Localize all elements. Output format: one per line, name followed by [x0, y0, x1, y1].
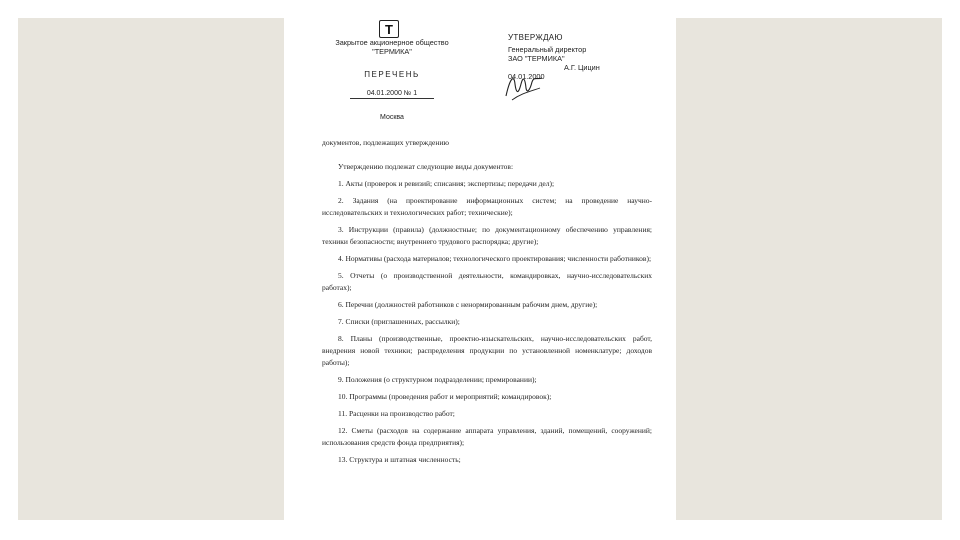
approval-company: ЗАО "ТЕРМИКА" [508, 54, 565, 63]
org-line-2: "ТЕРМИКА" [372, 47, 412, 56]
document-type: ПЕРЕЧЕНЬ [364, 70, 420, 79]
approval-name: А.Г. Цицин [564, 63, 600, 72]
list-item: 11. Расценки на производство работ; [338, 409, 455, 418]
list-item: 12. Сметы (расходов на содержание аппарата управления, зданий, помещений, сооружений; использования средств фонда предприятия); [322, 426, 652, 447]
list-item: 13. Структура и штатная численность; [338, 455, 461, 464]
approval-position: Генеральный директор [508, 45, 587, 54]
approval-date: 04.01.2000 [508, 72, 545, 81]
organization-block [322, 38, 462, 56]
list-item: 1. Акты (проверок и ревизий; списания; экспертизы; передачи дел); [338, 179, 555, 188]
approval-title: УТВЕРЖДАЮ [508, 33, 563, 42]
list-item: 9. Положения (о структурном подразделении; премировании); [338, 375, 537, 384]
document-number: 04.01.2000 № 1 [350, 89, 434, 99]
right-margin-panel [676, 18, 942, 520]
list-item: 2. Задания (на проектирование информационных систем; на проведение научно-исследовательских и технологических работ; технические); [322, 196, 652, 217]
list-item: 3. Инструкции (правила) (должностные; по документационному обеспечению управления; техники безопасности; внутреннего трудового распорядка; другие); [322, 225, 652, 246]
document-heading: документов, подлежащих утверждению [322, 138, 449, 147]
document-body [322, 161, 652, 471]
left-margin-panel [18, 18, 284, 520]
company-logo [379, 20, 399, 38]
list-item: 4. Нормативы (расхода материалов; технологического проектирования; численности работников); [338, 254, 652, 263]
document-intro: Утверждению подлежат следующие виды документов: [338, 162, 514, 171]
signature-icon [502, 70, 546, 104]
document-city: Москва [380, 114, 404, 121]
document-page [284, 18, 676, 520]
list-item: 10. Программы (проведения работ и мероприятий; командировок); [338, 392, 552, 401]
list-item: 7. Списки (приглашенных, рассылки); [338, 317, 460, 326]
list-item: 6. Перечни (должностей работников с ненормированным рабочим днем, другие); [338, 300, 598, 309]
org-line-1: Закрытое акционерное общество [335, 38, 449, 47]
logo-letter: T [385, 21, 393, 37]
list-item: 8. Планы (производственные, проектно-изыскательских, научно-исследовательских работ, внедрения новой техники; распределения продукции по установленной номенклатуре; доходов работы); [322, 334, 652, 367]
list-item: 5. Отчеты (о производственной деятельности, командировках, научно-исследовательских работах); [322, 271, 652, 292]
